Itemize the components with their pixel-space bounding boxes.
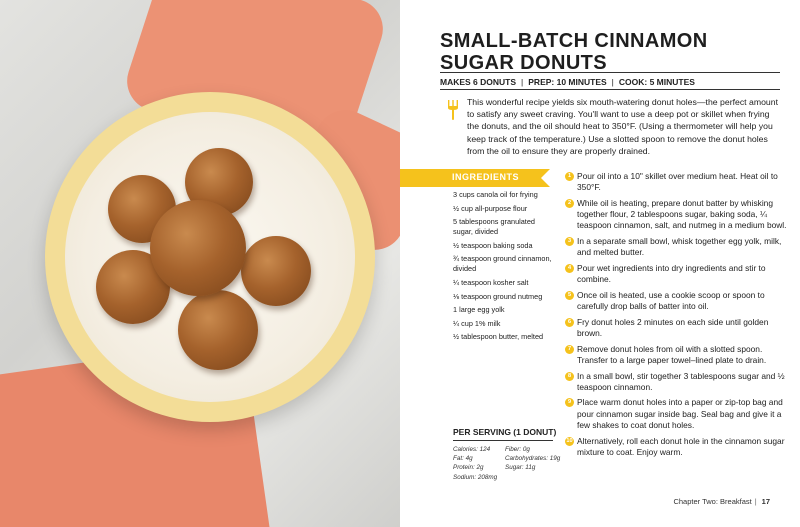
step-item	[565, 171, 790, 194]
step-text: Fry donut holes 2 minutes on each side until golden brown.	[577, 316, 769, 339]
ingredient-item: ½ teaspoon baking soda	[453, 240, 533, 250]
step-text: In a small bowl, stir together 3 tablespoons sugar and ½ teaspoon cinnamon.	[577, 370, 785, 392]
title-rule-bottom	[440, 89, 780, 90]
step-text: Pour wet ingredients into dry ingredients and stir to combine.	[577, 262, 766, 285]
nutrition-sugar: Sugar: 11g	[505, 464, 536, 472]
nutrition-carbohydrates: Carbohydrates: 19g	[505, 455, 561, 463]
ingredients-list	[453, 190, 553, 346]
recipe-meta: MAKES 6 DONUTS | PREP: 10 MINUTES | COOK: 5 MINUTES	[440, 77, 695, 87]
step-number: 8	[565, 372, 574, 381]
step-item	[565, 236, 790, 259]
step-number: 3	[565, 237, 574, 246]
step-text: Place warm donut holes into a paper or zip-top bag and pour cinnamon sugar inside bag. Seal bag and give it a few shakes to coat donut holes.	[577, 397, 783, 431]
step-text: Once oil is heated, use a cookie scoop or spoon to carefully drop balls of batter into oil.	[577, 289, 765, 312]
step-item	[565, 317, 790, 340]
fork-icon	[447, 100, 459, 120]
step-text: While oil is heating, prepare donut batter by whisking together flour, 2 tablespoons sugar, baking soda, ¼ teaspoon cinnamon, salt, and nutmeg in a medium bowl.	[577, 197, 787, 231]
recipe-title	[440, 30, 780, 74]
ingredients-header	[400, 169, 555, 187]
cook-label: COOK: 5 MINUTES	[618, 77, 695, 87]
nutrition-fiber: Fiber: 0g	[505, 446, 530, 453]
donut-hole	[241, 236, 311, 306]
ingredient-item: ½ cup all-purpose flour	[453, 203, 528, 213]
step-number: 6	[565, 318, 574, 327]
step-number: 1	[565, 172, 574, 181]
step-text: Alternatively, roll each donut hole in the cinnamon sugar mixture to coat. Enjoy warm.	[577, 435, 785, 457]
ingredient-item: ¾ teaspoon ground cinnamon, divided	[453, 254, 552, 274]
ingredient-item: 5 tablespoons granulated sugar, divided	[453, 217, 535, 237]
title-rule-top	[440, 72, 780, 73]
step-item	[565, 290, 790, 313]
donut-hole	[150, 200, 246, 296]
step-number: 2	[565, 199, 574, 208]
step-item	[565, 397, 790, 431]
page-footer: Chapter Two: Breakfast | 17	[673, 497, 770, 506]
chapter-label: Chapter Two: Breakfast	[673, 497, 752, 506]
nutrition-column-left	[453, 445, 497, 482]
nutrition-column-right	[505, 445, 560, 473]
step-text: In a separate small bowl, whisk together egg yolk, milk, and melted butter.	[577, 236, 782, 258]
nutrition-sodium: Sodium: 208mg	[453, 473, 498, 481]
ingredient-item: ½ tablespoon butter, melted	[453, 332, 544, 342]
makes-label: MAKES 6 DONUTS	[440, 77, 517, 87]
nutrition-fat: Fat: 4g	[453, 455, 473, 463]
nutrition-title: PER SERVING (1 DONUT)	[453, 427, 557, 437]
page-number: 17	[761, 497, 770, 506]
ingredient-item: ¼ teaspoon kosher salt	[453, 277, 529, 287]
step-item	[565, 436, 790, 459]
step-number: 9	[565, 398, 574, 407]
title-line-2: SUGAR DONUTS	[440, 52, 608, 74]
ingredients-title: INGREDIENTS	[452, 172, 520, 182]
step-text: Remove donut holes from oil with a slotted spoon. Transfer to a large paper towel–lined plate to drain.	[577, 343, 767, 365]
recipe-intro: This wonderful recipe yields six mouth-watering donut holes—the perfect amount to satisfy any sweet craving. You'll want to use a deep pot or skillet when frying the donuts, and the oil should heat to 350°F. (Using a thermometer will help you keep track of the temperature.) Use a slotted spoon to remove the donut holes from the oil to ensure they are properly drained.	[467, 97, 778, 156]
step-number: 7	[565, 345, 574, 354]
instructions-list	[565, 171, 790, 463]
step-number: 4	[565, 264, 574, 273]
step-number: 10	[566, 437, 573, 444]
ingredient-item: 1 large egg yolk	[453, 305, 505, 315]
donut-hole	[178, 290, 258, 370]
prep-label: PREP: 10 MINUTES	[528, 77, 607, 87]
nutrition-calories: Calories: 124	[453, 446, 491, 453]
step-number: 5	[565, 291, 574, 300]
ingredient-item: ⅛ teaspoon ground nutmeg	[453, 291, 543, 301]
nutrition-protein: Protein: 2g	[453, 464, 484, 472]
nutrition-rule	[453, 440, 553, 441]
step-text: Pour oil into a 10" skillet over medium heat. Heat oil to 350°F.	[577, 171, 778, 193]
step-item	[565, 371, 790, 394]
step-item	[565, 198, 790, 232]
step-item	[565, 344, 790, 367]
title-line-1: SMALL-BATCH CINNAMON	[440, 30, 708, 52]
ingredient-item: 3 cups canola oil for frying	[453, 190, 538, 199]
ingredient-item: ¼ cup 1% milk	[453, 318, 501, 328]
step-item	[565, 263, 790, 286]
